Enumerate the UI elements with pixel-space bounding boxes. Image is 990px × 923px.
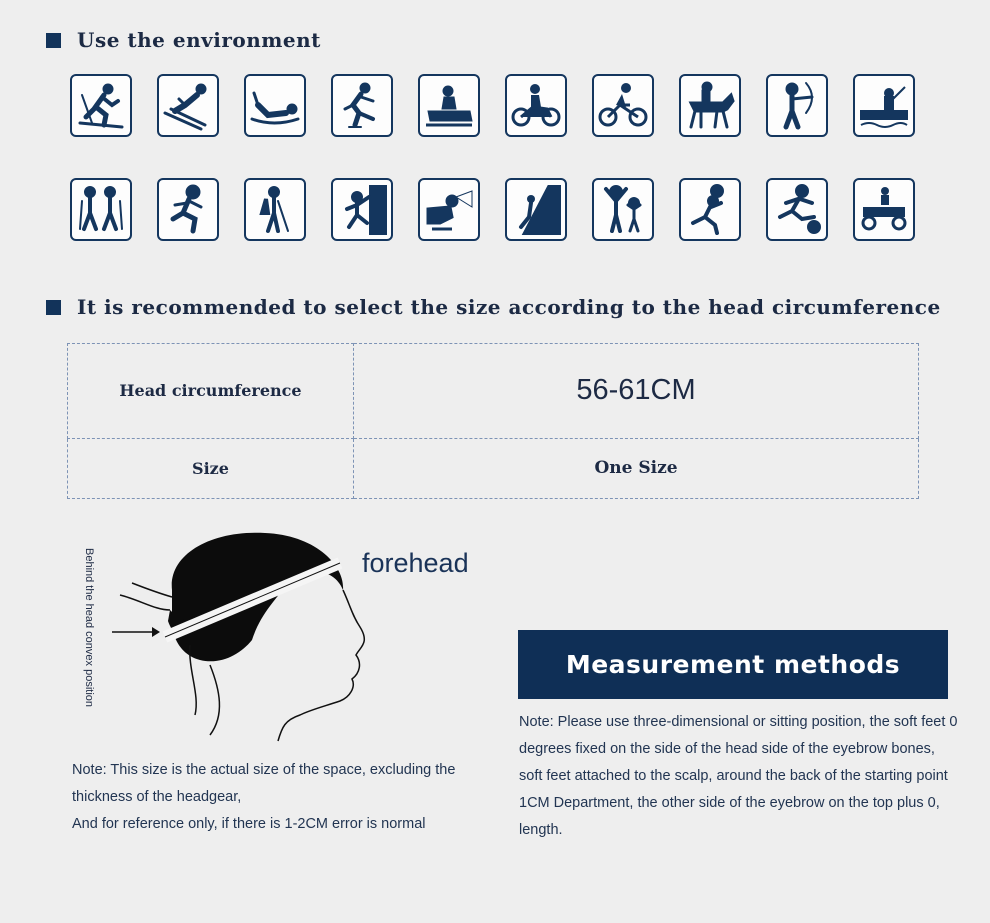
fishing-icon — [853, 74, 915, 137]
behind-head-label: Behind the head convex position — [83, 548, 95, 708]
atv-icon — [853, 178, 915, 241]
size-heading — [46, 295, 941, 319]
bullet-square — [46, 33, 61, 48]
measurement-note: Note: Please use three-dimensional or sitting position, the soft feet 0 degrees fixed on the side of the head side of the eyebrow bones, soft feet attached to the scalp, around the back of the starting point 1CM Department, the other side of the eyebrow on the top plus 0, length. — [519, 714, 958, 838]
hiking-group-icon — [70, 178, 132, 241]
family-icon — [592, 178, 654, 241]
size-label: Size — [68, 438, 354, 498]
environment-heading-text: Use the environment — [77, 28, 321, 52]
ski-jumping-icon — [157, 74, 219, 137]
caving-icon — [418, 178, 480, 241]
head-circumference-value: 56-61CM — [354, 344, 919, 439]
motorcycle-icon — [505, 74, 567, 137]
activity-icons-row-1 — [70, 74, 915, 137]
size-note — [72, 757, 492, 838]
size-table — [67, 343, 919, 499]
bullet-square — [46, 300, 61, 315]
snowmobile-icon — [418, 74, 480, 137]
football-icon — [766, 178, 828, 241]
size-value: One Size — [354, 438, 919, 498]
sledding-icon — [244, 74, 306, 137]
activity-icons-row-2 — [70, 178, 915, 241]
skating-icon — [331, 74, 393, 137]
skiing-icon — [70, 74, 132, 137]
table-row — [68, 438, 919, 498]
measurement-methods-banner — [518, 630, 948, 699]
size-note-line-1: Note: This size is the actual size of the space, excluding the thickness of the headgear, — [72, 762, 456, 805]
size-note-line-2: And for reference only, if there is 1-2CM error is normal — [72, 816, 426, 832]
archery-icon — [766, 74, 828, 137]
horse-riding-icon — [679, 74, 741, 137]
rock-climbing-icon — [331, 178, 393, 241]
size-heading-text: It is recommended to select the size according to the head circumference — [77, 295, 941, 319]
measurement-methods-title: Measurement methods — [565, 650, 901, 679]
table-row — [68, 344, 919, 439]
handball-icon — [679, 178, 741, 241]
head-circumference-label: Head circumference — [68, 344, 354, 439]
cycling-icon — [592, 74, 654, 137]
environment-heading — [46, 28, 321, 52]
running-icon — [157, 178, 219, 241]
mountain-climbing-icon — [505, 178, 567, 241]
forehead-label: forehead — [362, 548, 469, 578]
walking-pole-icon — [244, 178, 306, 241]
